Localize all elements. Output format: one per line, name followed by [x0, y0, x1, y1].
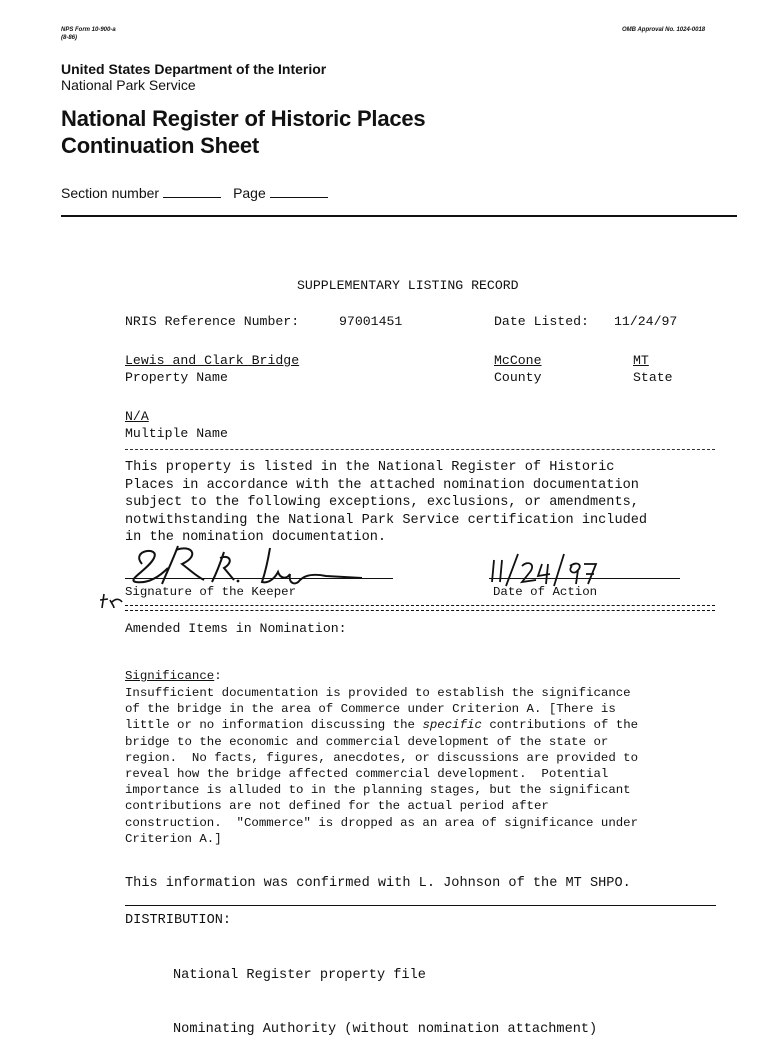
certification-line: This property is listed in the National Register of Historic [125, 460, 615, 475]
record-heading: SUPPLEMENTARY LISTING RECORD [297, 278, 519, 293]
page-subtitle: Continuation Sheet [61, 133, 260, 158]
significance-line: construction. "Commerce" is dropped as an area of significance under [125, 815, 639, 830]
distribution-divider [125, 905, 716, 906]
multiple-name-label: Multiple Name [125, 426, 228, 441]
nris-label: NRIS Reference Number: [125, 314, 300, 329]
form-number: NPS Form 10-900-a [61, 27, 116, 33]
property-name-value: Lewis and Clark Bridge [125, 353, 300, 368]
distribution-list [173, 931, 597, 1057]
significance-line: little or no information discussing the specific contributions of the [125, 718, 639, 733]
county-value: McCone [494, 353, 542, 368]
page-blank [270, 187, 328, 198]
department: United States Department of the Interior [61, 61, 327, 77]
section-number-label: Section number [61, 185, 160, 201]
significance-line: contributions are not defined for the actual period after [125, 799, 549, 814]
certification-text [125, 459, 725, 547]
significance-line: Insufficient documentation is provided to establish the significance [125, 686, 631, 700]
distribution-item: National Register property file [173, 968, 426, 983]
certification-line: in the nomination documentation. [125, 530, 387, 545]
significance-line: of the bridge in the area of Commerce under Criterion A. [There is [125, 702, 616, 717]
nris-number: 97001451 [339, 314, 403, 329]
significance-colon: : [214, 669, 222, 683]
significance-label: Significance [125, 669, 215, 683]
date-of-action-label: Date of Action [493, 585, 598, 599]
significance-line: Criterion A.] [125, 831, 222, 846]
dashed-divider [125, 449, 715, 450]
signature-line [125, 578, 393, 579]
multiple-name-value: N/A [125, 409, 149, 424]
agency: National Park Service [61, 77, 196, 93]
initials-mark [100, 590, 124, 610]
certification-line: subject to the following exceptions, exclusions, or amendments, [125, 495, 639, 510]
date-listed-label: Date Listed: [494, 314, 589, 329]
amended-heading: Amended Items in Nomination: [125, 621, 347, 636]
certification-line: Places in accordance with the attached nomination documentation [125, 477, 639, 493]
state-label: State [633, 370, 673, 385]
confirmation-text: This information was confirmed with L. Johnson of the MT SHPO. [125, 876, 631, 891]
header-divider [61, 215, 737, 217]
double-dashed-divider [125, 605, 715, 611]
state-value: MT [633, 353, 649, 368]
handwritten-date [488, 552, 598, 588]
date-listed-value: 11/24/97 [614, 314, 678, 329]
date-line [489, 578, 680, 579]
certification-line: notwithstanding the National Park Service certification included [125, 512, 648, 528]
section-number-row [61, 185, 340, 201]
omb-approval: OMB Approval No. 1024-0018 [622, 27, 706, 33]
distribution-heading: DISTRIBUTION: [125, 913, 232, 928]
page-title: National Register of Historic Places [61, 106, 426, 131]
significance-line: bridge to the economic and commercial development of the state or [125, 734, 609, 749]
distribution-item: Nominating Authority (without nomination attachment) [173, 1022, 598, 1037]
form-date: (8-86) [61, 35, 78, 41]
county-label: County [494, 370, 542, 385]
significance-line: importance is alluded to in the planning stages, but the significant [125, 783, 631, 798]
property-name-label: Property Name [125, 370, 228, 385]
signature-label: Signature of the Keeper [125, 585, 297, 599]
significance-line: reveal how the bridge affected commercial development. Potential [125, 767, 609, 782]
significance-line: region. No facts, figures, anecdotes, or discussions are provided to [125, 750, 639, 765]
significance-text [125, 685, 725, 847]
page-label: Page [233, 185, 266, 201]
significance-heading [125, 669, 222, 683]
keeper-signature [120, 540, 370, 590]
section-number-blank [163, 187, 221, 198]
